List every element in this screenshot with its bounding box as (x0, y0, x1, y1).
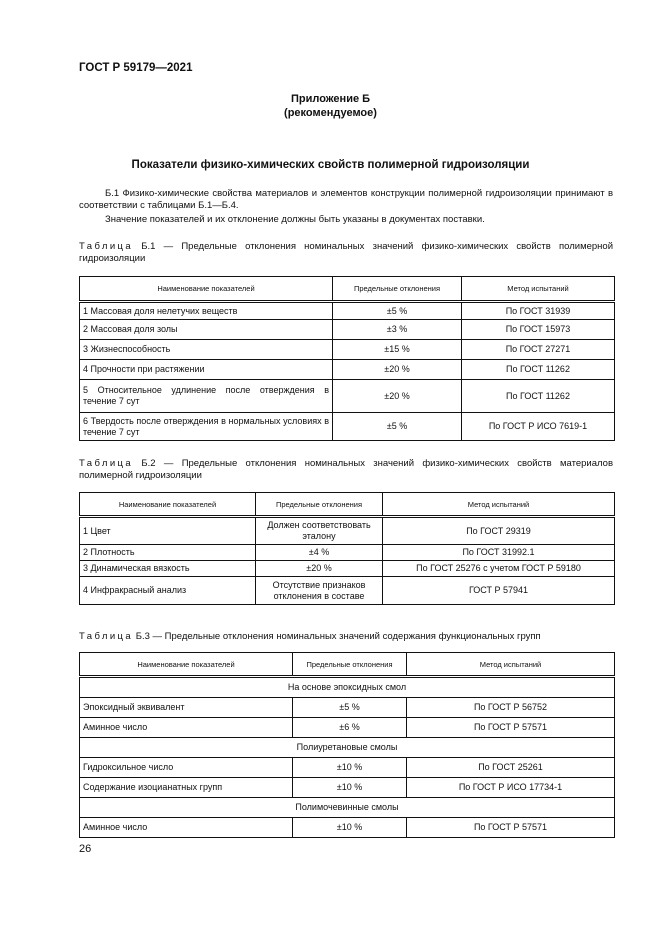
document-header: ГОСТ Р 59179—2021 (79, 62, 193, 74)
table-cell: ±4 % (256, 545, 383, 561)
table-row (80, 360, 615, 380)
table3-header-row (80, 653, 615, 677)
table-cell: 5 Относительное удлинение после отверждения в течение 7 сут (80, 380, 333, 413)
table2-header-name: Наименование показателей (80, 493, 256, 517)
table-cell: ±6 % (293, 718, 407, 738)
table-cell: ±10 % (293, 758, 407, 778)
table-cell: По ГОСТ 25261 (407, 758, 615, 778)
table-row (80, 302, 615, 320)
table-cell: Отсутствие признаков отклонения в составе (256, 577, 383, 605)
table-cell: ГОСТ Р 57941 (383, 577, 615, 605)
table-row (80, 545, 615, 561)
appendix-subtitle: (рекомендуемое) (284, 107, 377, 119)
table-cell: По ГОСТ Р 57571 (407, 718, 615, 738)
table-cell: 1 Массовая доля нелетучих веществ (80, 302, 333, 320)
table3-section-row (80, 677, 615, 698)
table-row (80, 517, 615, 545)
table-cell: По ГОСТ 29319 (383, 517, 615, 545)
table1-caption (79, 241, 613, 265)
table-cell: ±20 % (333, 380, 462, 413)
table-cell: ±5 % (333, 413, 462, 441)
table-cell: По ГОСТ 11262 (462, 380, 615, 413)
table-row (80, 818, 615, 838)
table-cell: По ГОСТ 15973 (462, 320, 615, 340)
appendix-heading (0, 92, 661, 120)
table2-header-row (80, 493, 615, 517)
table-row (80, 718, 615, 738)
table-cell: Эпоксидный эквивалент (80, 698, 293, 718)
table-row (80, 340, 615, 360)
table-cell: 4 Прочности при растяжении (80, 360, 333, 380)
table1-header-row (80, 277, 615, 302)
table1-caption-prefix: Таблица (79, 241, 134, 252)
table-cell: Гидроксильное число (80, 758, 293, 778)
table-cell: ±3 % (333, 320, 462, 340)
table-cell: По ГОСТ 31939 (462, 302, 615, 320)
table-cell: 6 Твердость после отверждения в нормальных условиях в течение 7 сут (80, 413, 333, 441)
table-row (80, 778, 615, 798)
table-cell: 3 Жизнеспособность (80, 340, 333, 360)
table-cell: 4 Инфракрасный анализ (80, 577, 256, 605)
table1-header-name: Наименование показателей (80, 277, 333, 302)
table3-section-title: На основе эпоксидных смол (80, 677, 615, 698)
section-title: Показатели физико-химических свойств полимерной гидроизоляции (131, 159, 530, 171)
table-cell: По ГОСТ Р 57571 (407, 818, 615, 838)
table-row (80, 758, 615, 778)
table-cell: 3 Динамическая вязкость (80, 561, 256, 577)
table-cell: 2 Массовая доля золы (80, 320, 333, 340)
table2-header-method: Метод испытаний (383, 493, 615, 517)
table1-caption-text: Б.1 — Предельные отклонения номинальных значений физико-химических свойств полимерной гидроизоляции (79, 241, 614, 264)
intro-paragraph-1: Б.1 Физико-химические свойства материалов и элементов конструкции полимерной гидроизоляции принимают в соответствии с таблицами Б.1—Б.4. (79, 188, 613, 211)
table-cell: По ГОСТ 25276 с учетом ГОСТ Р 59180 (383, 561, 615, 577)
table-cell: По ГОСТ 31992.1 (383, 545, 615, 561)
table-cell: ±20 % (333, 360, 462, 380)
table3-section-title: Полиуретановые смолы (80, 738, 615, 758)
table-row (80, 320, 615, 340)
table-cell: ±5 % (333, 302, 462, 320)
appendix-title: Приложение Б (290, 93, 371, 105)
table2-header-deviation: Предельные отклонения (256, 493, 383, 517)
table-cell: Аминное число (80, 718, 293, 738)
intro-paragraph-2: Значение показателей и их отклонение должны быть указаны в документах поставки. (105, 214, 485, 225)
table3-caption (79, 631, 613, 643)
table2 (79, 492, 615, 605)
table-cell: ±15 % (333, 340, 462, 360)
table-row (80, 380, 615, 413)
table-row (80, 577, 615, 605)
table3 (79, 652, 615, 838)
table3-caption-text: Б.3 — Предельные отклонения номинальных значений содержания функциональных групп (135, 631, 541, 642)
table1-header-method: Метод испытаний (462, 277, 615, 302)
table1-header-deviation: Предельные отклонения (333, 277, 462, 302)
table-cell: ±10 % (293, 778, 407, 798)
page-number: 26 (79, 843, 92, 855)
table2-caption-prefix: Таблица (79, 458, 134, 469)
table-cell: По ГОСТ 11262 (462, 360, 615, 380)
table3-section-title: Полимочевинные смолы (80, 798, 615, 818)
table1 (79, 276, 615, 441)
table-cell: Аминное число (80, 818, 293, 838)
table-cell: По ГОСТ Р 56752 (407, 698, 615, 718)
table-cell: По ГОСТ Р ИСО 17734-1 (407, 778, 615, 798)
table-cell: ±10 % (293, 818, 407, 838)
table-row (80, 698, 615, 718)
table2-caption-text: Б.2 — Предельные отклонения номинальных значений физико-химических свойств материалов полимерной гидроизоляции (79, 458, 614, 481)
table-cell: 2 Плотность (80, 545, 256, 561)
table-cell: ±5 % (293, 698, 407, 718)
table2-caption (79, 458, 613, 482)
table-cell: Должен соответствовать эталону (256, 517, 383, 545)
table3-caption-prefix: Таблица (79, 631, 134, 642)
table3-header-name: Наименование показателей (80, 653, 293, 677)
table-cell: По ГОСТ Р ИСО 7619-1 (462, 413, 615, 441)
table-cell: 1 Цвет (80, 517, 256, 545)
table3-header-method: Метод испытаний (407, 653, 615, 677)
table3-header-deviation: Предельные отклонения (293, 653, 407, 677)
table3-section-row (80, 798, 615, 818)
table-cell: ±20 % (256, 561, 383, 577)
table-cell: Содержание изоцианатных групп (80, 778, 293, 798)
table-row (80, 561, 615, 577)
table-row (80, 413, 615, 441)
table-cell: По ГОСТ 27271 (462, 340, 615, 360)
table3-section-row (80, 738, 615, 758)
